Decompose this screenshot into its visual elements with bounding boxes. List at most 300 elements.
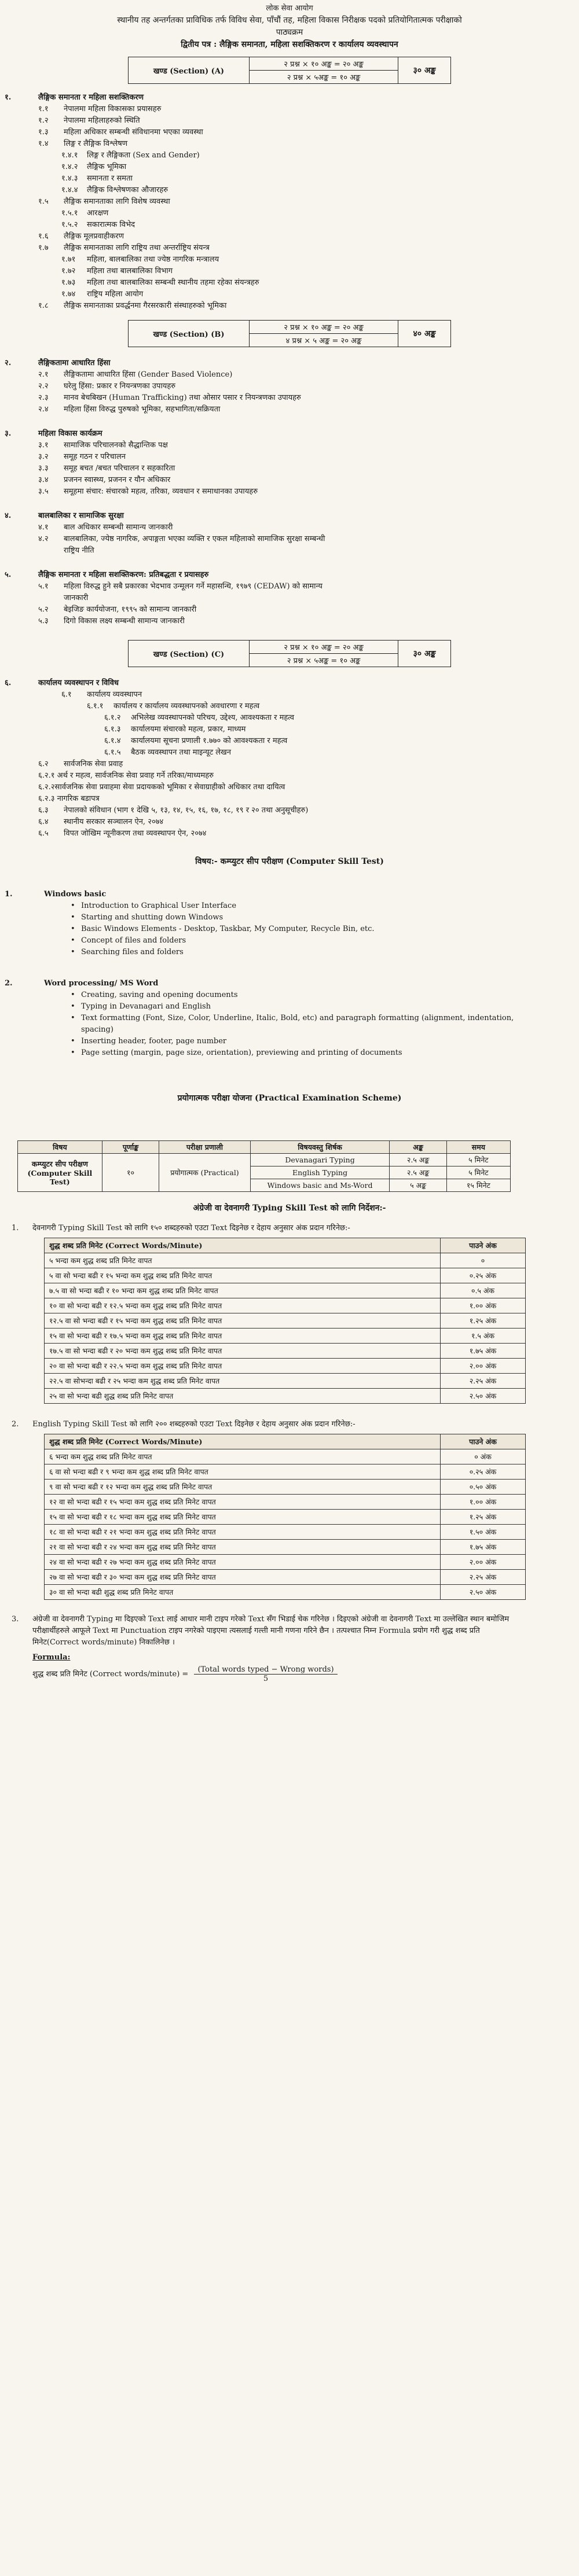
item-text: बालबालिका, ज्येष्ठ नागरिक, अपाङ्गता भएका व्यक्ति र एकल महिलाको सामाजिक सुरक्षा सम्बन्धी xyxy=(64,535,325,543)
item-number: ६.२ xyxy=(38,760,49,768)
col-topic: विषयवस्तु शिर्षक xyxy=(250,1141,390,1154)
item-text: राष्ट्रिय महिला आयोग xyxy=(87,290,144,299)
item-text: महिला अधिकार सम्बन्धी संविधानमा भएका व्यवस्था xyxy=(64,128,203,137)
item-text: जानकारी xyxy=(64,594,89,602)
section-b-box-wrap xyxy=(0,320,579,347)
item-number: २.३ xyxy=(38,393,49,402)
item-number: २.१ xyxy=(38,370,49,379)
topic-number: २. xyxy=(5,359,12,367)
item-number: ३.१ xyxy=(38,441,49,450)
table-row xyxy=(45,1555,526,1570)
practical-scheme-table xyxy=(17,1140,511,1192)
method-cell: प्रयोगात्मक (Practical) xyxy=(159,1154,251,1192)
item-text: समूह बचत /बचत परिचालन र सहकारिता xyxy=(64,464,175,473)
col-full-marks: पूर्णाङ्क xyxy=(102,1141,159,1154)
item-text: कार्यालयमा संचारको महत्व, प्रकार, माध्यम xyxy=(131,725,246,734)
table-row xyxy=(45,1313,526,1329)
instruction-2-num: 2. xyxy=(12,1420,19,1429)
list-item: • Concept of files and folders xyxy=(0,935,579,947)
header-words-per-minute: शुद्ध शब्द प्रति मिनेट (Correct Words/Minute) xyxy=(45,1434,441,1449)
item-number: ५.२ xyxy=(38,605,49,614)
list-item xyxy=(0,616,579,627)
list-item xyxy=(0,701,579,712)
list-item xyxy=(0,150,579,161)
list-item xyxy=(0,747,579,759)
criteria-cell: २५ वा सो भन्दा बढी शुद्ध शब्द प्रति मिनेट वापत xyxy=(45,1389,441,1404)
item-number: १.२ xyxy=(38,116,49,125)
header-words-per-minute: शुद्ध शब्द प्रति मिनेट (Correct Words/Minute) xyxy=(45,1238,441,1253)
item-text: लैङ्गिक समानताका प्रवर्द्धनमा गैरसरकारी संस्थाहरुको भूमिका xyxy=(64,301,227,310)
criteria-cell: ६ वा सो भन्दा बढी र ९ भन्दा कम शुद्ध शब्द प्रति मिनेट वापत xyxy=(45,1464,441,1480)
item-number: १.५ xyxy=(38,197,49,206)
list-item xyxy=(0,451,579,463)
table-row xyxy=(45,1359,526,1374)
list-item xyxy=(0,369,579,381)
item-number: ५.१ xyxy=(38,582,49,591)
topic-title: महिला विकास कार्यक्रम xyxy=(38,429,102,438)
formula-denominator: 5 xyxy=(263,1675,269,1683)
item-text: महिला हिंसा विरुद्ध पुरुषको भूमिका, सहभागिता/सक्रियता xyxy=(64,405,221,414)
list-item xyxy=(0,115,579,127)
item-number: १.७३ xyxy=(61,278,76,287)
criteria-cell: २२.५ वा सोभन्दा बढी र २५ भन्दा कम शुद्ध शब्द प्रति मिनेट वापत xyxy=(45,1374,441,1389)
table-row xyxy=(45,1480,526,1495)
list-item xyxy=(0,277,579,289)
criteria-cell: २७ वा सो भन्दा बढी र ३० भन्दा कम शुद्ध शब्द प्रति मिनेट वापत xyxy=(45,1570,441,1585)
marks-cell: २.५ अङ्क xyxy=(390,1166,446,1179)
criteria-cell: १२ वा सो भन्दा बढी र १५ भन्दा कम शुद्ध शब्द प्रति मिनेट वापत xyxy=(45,1495,441,1510)
item-text: नेपालको संविधान (भाग १ देखि ५, १३, १४, १५, १६, १७, १८, १९ र २० तथा अनुसूचीहरु) xyxy=(64,806,309,815)
document-header xyxy=(0,2,579,51)
marks-cell: १.५ अंक xyxy=(441,1329,526,1344)
item-number: ६.१.४ xyxy=(104,737,121,745)
item-text: समूहमा संचार: संचारको महत्व, तरिका, व्यवधान र समाधानका उपायहरु xyxy=(64,487,258,496)
list-item xyxy=(0,266,579,277)
list-item xyxy=(0,805,579,816)
formula-label: Formula: xyxy=(32,1653,71,1662)
marks-cell: १.०० अंक xyxy=(441,1298,526,1313)
list-item: • Text formatting (Font, Size, Color, Underline, Italic, Bold, etc) and paragraph formatting (alignment, indentation, spacing) xyxy=(0,1013,544,1036)
list-item: • Starting and shutting down Windows xyxy=(0,912,579,923)
list-item: • Creating, saving and opening documents xyxy=(0,989,544,1001)
col-time: समय xyxy=(446,1141,510,1154)
typing-instruction-1 xyxy=(0,1223,579,1234)
item-number: ६.५ xyxy=(38,829,49,838)
list-item: • Basic Windows Elements - Desktop, Taskbar, My Computer, Recycle Bin, etc. xyxy=(0,923,579,935)
marks-cell: २.५ अङ्क xyxy=(390,1154,446,1166)
item-number: ३.२ xyxy=(38,452,49,461)
item-text: समानता र समता xyxy=(87,174,133,183)
item-number: ६.१.२ xyxy=(104,713,121,722)
instruction-1-text: देवनागरी Typing Skill Test को लागि १५० शब्दहरुको एउटा Text दिइनेछ र देहाय अनुसार अंक प्रदान गरिनेछ:- xyxy=(32,1224,350,1232)
item-text: लैङ्गिक भूमिका xyxy=(87,163,127,171)
table-row xyxy=(45,1329,526,1344)
item-text: लैङ्गिकतामा आधारित हिंसा (Gender Based Violence) xyxy=(64,370,233,379)
item-number: १.७२ xyxy=(61,267,76,275)
item-text: विपत जोखिम न्यूनीकरण तथा व्यवस्थापन ऐन, २०७४ xyxy=(64,829,207,838)
marks-cell: १.०० अंक xyxy=(441,1495,526,1510)
topic-title: लैङ्गिक समानता र महिला सशक्तिकरण: प्रतिबद्धता र प्रयासहरु xyxy=(38,571,209,579)
topic-number: ४. xyxy=(5,511,12,520)
section-b-total: ४० अङ्क xyxy=(398,321,451,347)
time-cell: ५ मिनेट xyxy=(446,1166,510,1179)
table-row xyxy=(45,1283,526,1298)
topics-2-5 xyxy=(0,358,579,627)
item-number: ३.५ xyxy=(38,487,49,496)
criteria-cell: २० वा सो भन्दा बढी र २२.५ भन्दा कम शुद्ध शब्द प्रति मिनेट वापत xyxy=(45,1359,441,1374)
formula xyxy=(0,1665,579,1683)
criteria-cell: १५ वा सो भन्दा बढी र १७.५ भन्दा कम शुद्ध शब्द प्रति मिनेट वापत xyxy=(45,1329,441,1344)
windows-basic-title: Windows basic xyxy=(44,890,107,899)
item-text: लिङ्ग र लैङ्गिकता (Sex and Gender) xyxy=(87,151,200,160)
list-item xyxy=(0,522,579,533)
item-text: आरक्षण xyxy=(87,209,109,218)
instruction-3-text: अंग्रेजी वा देवनागरी Typing मा दिइएको Text लाई आधार मानी टाइप गरेको Text सँग भिडाई चेक गरिनेछ । दिइएको अंग्रेजी वा देवनागरी Text मा उल्लेखित स्थान बमोजिम परीक्षार्थीहरुले आफूले Text मा Punctuation टाइप नगरेको पाइएमा त्यसलाई गल्ती मानी गणना गरिने छैन । तत्पश्चात निम्न Formula प्रयोग गरी शुद्ध शब्द प्रति मिनेट(Correct words/minute) निकालिनेछ । xyxy=(32,1615,510,1647)
criteria-cell: ३० वा सो भन्दा बढी शुद्ध शब्द प्रति मिनेट वापत xyxy=(45,1585,441,1600)
devanagari-score-table xyxy=(44,1238,526,1404)
item-text: घरेलु हिंसा: प्रकार र नियन्त्रणका उपायहरु xyxy=(64,382,176,391)
marks-cell: २.२५ अंक xyxy=(441,1374,526,1389)
typing-instruction-3 xyxy=(0,1614,579,1648)
item-number: १.८ xyxy=(38,301,49,310)
typing-test-title: अंग्रेजी वा देवनागरी Typing Skill Test को लागि निर्देशन:- xyxy=(193,1204,386,1213)
list-item xyxy=(0,300,579,312)
col-subject: विषय xyxy=(18,1141,102,1154)
topic-2-heading xyxy=(0,358,579,369)
list-item xyxy=(0,474,579,486)
list-item xyxy=(0,404,579,415)
item-number: १.४.१ xyxy=(61,151,78,160)
item-text: ६.२.३ नागरिक बडापत्र xyxy=(38,794,100,803)
table-row xyxy=(45,1268,526,1283)
item-text: नेपालमा महिलाहरुको स्थिति xyxy=(64,116,140,125)
topic-cell: English Typing xyxy=(250,1166,390,1179)
paper-title: द्वितीय पत्र : लैङ्गिक समानता, महिला सशक्तिकरण र कार्यालय व्यवस्थापन xyxy=(181,40,398,49)
section-c-box xyxy=(128,640,451,667)
marks-cell: ०.२५ अंक xyxy=(441,1268,526,1283)
item-text: सामाजिक परिचालनको सैद्धान्तिक पक्ष xyxy=(64,441,168,450)
list-item: • Page setting (margin, page size, orientation), previewing and printing of documents xyxy=(0,1047,544,1059)
table-row xyxy=(45,1298,526,1313)
section-a-total: ३० अङ्क xyxy=(398,57,451,84)
topic-6-items xyxy=(0,689,579,840)
item-number: १.५.२ xyxy=(61,220,78,229)
item-text: लैङ्गिक समानताका लागि विशेष व्यवस्था xyxy=(64,197,170,206)
list-item xyxy=(0,604,579,616)
table-row xyxy=(45,1449,526,1464)
list-item xyxy=(0,208,579,219)
marks-cell: ० अंक xyxy=(441,1449,526,1464)
topic-cell: Windows basic and Ms-Word xyxy=(250,1179,390,1192)
topic-2-block xyxy=(0,358,579,415)
list-item xyxy=(0,196,579,208)
formula-fraction xyxy=(194,1665,337,1683)
item-number: ४.१ xyxy=(38,523,49,532)
list-item xyxy=(0,173,579,185)
item-text: ६.२.२सार्वजनिक सेवा प्रवाहमा सेवा प्रदायकको भूमिका र सेवाग्राहीको अधिकार तथा दायित्व xyxy=(38,783,285,792)
item-text: ६.२.१ अर्थ र महत्व, सार्वजनिक सेवा प्रवाह गर्ने तरिका/माध्यमहरु xyxy=(38,771,214,780)
table-row xyxy=(45,1510,526,1525)
list-item xyxy=(0,759,579,770)
word-block xyxy=(0,978,579,1059)
list-item: • Inserting header, footer, page number xyxy=(0,1036,544,1047)
instruction-2-text: English Typing Skill Test को लागि २०० शब्दहरुको एउटा Text दिइनेछ र देहाय अनुसार अंक प्रदान गरिनेछ:- xyxy=(32,1420,356,1429)
list-item xyxy=(0,138,579,150)
instruction-1-num: 1. xyxy=(12,1224,19,1232)
computer-skill-title: विषय:- कम्प्युटर सीप परीक्षण (Computer Skill Test) xyxy=(195,857,384,866)
topic-title: बालबालिका र सामाजिक सुरक्षा xyxy=(38,511,124,520)
section-c-total: ३० अङ्क xyxy=(398,641,451,667)
section-b-box xyxy=(128,320,451,347)
table-row xyxy=(45,1525,526,1540)
item-text: लैङ्गिक मूलप्रवाहीकरण xyxy=(64,232,124,241)
section-c-marks-2: २ प्रश्न × ५अङ्क = १० अङ्क xyxy=(250,654,398,667)
full-marks-cell: १० xyxy=(102,1154,159,1192)
table-row xyxy=(45,1374,526,1389)
word-num: 2. xyxy=(5,979,13,988)
word-heading xyxy=(0,978,579,989)
col-marks: अङ्क xyxy=(390,1141,446,1154)
instruction-3-num: 3. xyxy=(12,1615,19,1624)
formula-lhs: शुद्ध शब्द प्रति मिनेट (Correct words/minute) = xyxy=(32,1670,189,1679)
marks-cell: ०.५० अंक xyxy=(441,1480,526,1495)
list-item xyxy=(0,127,579,138)
item-text: लैङ्गिक समानताका लागि राष्ट्रिय तथा अन्तर्राष्ट्रिय संयन्त्र xyxy=(64,244,210,252)
list-item xyxy=(0,782,579,793)
item-text: नेपालमा महिला विकासका प्रयासहरु xyxy=(64,105,162,113)
list-item: • Introduction to Graphical User Interface xyxy=(0,900,579,912)
criteria-cell: १५ वा सो भन्दा बढी र १८ भन्दा कम शुद्ध शब्द प्रति मिनेट वापत xyxy=(45,1510,441,1525)
list-item xyxy=(0,724,579,735)
marks-cell: १.७५ अंक xyxy=(441,1540,526,1555)
list-item xyxy=(0,254,579,266)
criteria-cell: १७.५ वा सो भन्दा बढी र २० भन्दा कम शुद्ध शब्द प्रति मिनेट वापत xyxy=(45,1344,441,1359)
formula-numerator: (Total words typed − Wrong words) xyxy=(194,1665,337,1675)
criteria-cell: ५ भन्दा कम शुद्ध शब्द प्रति मिनेट वापत xyxy=(45,1253,441,1268)
marks-cell: २.०० अंक xyxy=(441,1555,526,1570)
list-item xyxy=(0,793,579,805)
list-item xyxy=(0,392,579,404)
table-row xyxy=(18,1154,511,1166)
practical-scheme-table-wrap xyxy=(0,1140,579,1192)
item-number: ३.३ xyxy=(38,464,49,473)
list-item xyxy=(0,735,579,747)
topic-1-heading xyxy=(0,92,579,104)
item-number: १.४.४ xyxy=(61,186,78,194)
item-number: १.७१ xyxy=(61,255,76,264)
table-row xyxy=(45,1344,526,1359)
marks-cell: २.०० अंक xyxy=(441,1359,526,1374)
marks-cell: ५ अङ्क xyxy=(390,1179,446,1192)
list-item xyxy=(0,533,579,545)
item-text: सार्वजनिक सेवा प्रवाह xyxy=(64,760,123,768)
topic-3-heading xyxy=(0,428,579,440)
topic-1 xyxy=(0,92,579,312)
marks-cell: ० xyxy=(441,1253,526,1268)
section-c-marks-1: २ प्रश्न × १० अङ्क = २० अङ्क xyxy=(250,641,398,654)
section-c-caption: खण्ड (Section) (C) xyxy=(129,641,250,667)
list-item xyxy=(0,689,579,701)
item-text: महिला तथा बालबालिका सम्बन्धी स्थानीय तहमा रहेका संयन्त्रहरु xyxy=(87,278,259,287)
item-number: १.६ xyxy=(38,232,49,241)
criteria-cell: १२.५ वा सो भन्दा बढी र १५ भन्दा कम शुद्ध शब्द प्रति मिनेट वापत xyxy=(45,1313,441,1329)
item-number: १.४.३ xyxy=(61,174,78,183)
topic-4-heading xyxy=(0,510,579,522)
section-a-marks-1: २ प्रश्न × १० अङ्क = २० अङ्क xyxy=(250,57,398,71)
item-number: ४.२ xyxy=(38,535,49,543)
criteria-cell: ५ वा सो भन्दा बढी र १५ भन्दा कम शुद्ध शब्द प्रति मिनेट वापत xyxy=(45,1268,441,1283)
list-item xyxy=(0,816,579,828)
item-number: १.४.२ xyxy=(61,163,78,171)
item-text: बेइजिङ कार्ययोजना, १९९५ को सामान्य जानकारी xyxy=(64,605,197,614)
table-header-row xyxy=(45,1238,526,1253)
practical-scheme-title: प्रयोगात्मक परीक्षा योजना (Practical Examination Scheme) xyxy=(177,1094,402,1103)
criteria-cell: २४ वा सो भन्दा बढी र २७ भन्दा कम शुद्ध शब्द प्रति मिनेट वापत xyxy=(45,1555,441,1570)
item-number: ६.३ xyxy=(38,806,49,815)
item-text: सकारात्मक विभेद xyxy=(87,220,135,229)
typing-instruction-2 xyxy=(0,1419,579,1430)
item-number: ६.१.५ xyxy=(104,748,121,757)
list-item xyxy=(0,381,579,392)
section-b-caption: खण्ड (Section) (B) xyxy=(129,321,250,347)
item-number: १.४ xyxy=(38,139,49,148)
word-title: Word processing/ MS Word xyxy=(44,979,159,988)
practical-scheme-header-row xyxy=(18,1141,511,1154)
table-row xyxy=(45,1570,526,1585)
exam-title: स्थानीय तह अन्तर्गतका प्राविधिक तर्फ विविध सेवा, पाँचौं तह, महिला विकास निरीक्षक पदको प्रतियोगितात्मक परीक्षाको xyxy=(117,16,462,25)
topic-6-title: कार्यालय व्यवस्थापन र विविध xyxy=(38,679,119,687)
criteria-cell: ७.५ वा सो भन्दा बढी र १० भन्दा कम शुद्ध शब्द प्रति मिनेट वापत xyxy=(45,1283,441,1298)
subject-cell: कम्प्युटर सीप परीक्षण (Computer Skill Test) xyxy=(18,1154,102,1192)
word-list xyxy=(0,989,579,1059)
marks-cell: ०.२५ अंक xyxy=(441,1464,526,1480)
list-item xyxy=(0,486,579,498)
col-method: परीक्षा प्रणाली xyxy=(159,1141,251,1154)
item-text: मानव बेचबिखन (Human Trafficking) तथा ओसार पसार र नियन्त्रणका उपायहरु xyxy=(64,393,301,402)
windows-basic-num: 1. xyxy=(5,890,13,899)
marks-cell: २.२५ अंक xyxy=(441,1570,526,1585)
item-number: ३.४ xyxy=(38,476,49,484)
time-cell: १५ मिनेट xyxy=(446,1179,510,1192)
item-text: बाल अधिकार सम्बन्धी सामान्य जानकारी xyxy=(64,523,173,532)
section-a-caption: खण्ड (Section) (A) xyxy=(129,57,250,84)
item-number: १.५.१ xyxy=(61,209,78,218)
marks-cell: १.२५ अंक xyxy=(441,1510,526,1525)
list-item xyxy=(0,463,579,474)
item-text: प्रजनन स्वास्थ्य, प्रजनन र यौन अधिकार xyxy=(64,476,171,484)
item-number: १.७ xyxy=(38,244,49,252)
list-item xyxy=(0,828,579,840)
item-number: १.३ xyxy=(38,128,49,137)
topic-4-block xyxy=(0,510,579,557)
topic-1-items xyxy=(0,104,579,312)
header-marks: पाउने अंक xyxy=(441,1434,526,1449)
commission-name: लोक सेवा आयोग xyxy=(266,4,313,13)
item-text: लिङ्ग र लैङ्गिक विश्लेषण xyxy=(64,139,128,148)
item-number: ६.१.३ xyxy=(104,725,121,734)
list-item xyxy=(0,440,579,451)
table-row xyxy=(45,1540,526,1555)
marks-cell: ०.५ अंक xyxy=(441,1283,526,1298)
criteria-cell: १० वा सो भन्दा बढी र १२.५ भन्दा कम शुद्ध शब्द प्रति मिनेट वापत xyxy=(45,1298,441,1313)
item-number: ५.३ xyxy=(38,617,49,625)
list-item xyxy=(0,770,579,782)
marks-cell: १.७५ अंक xyxy=(441,1344,526,1359)
item-text: राष्ट्रिय नीति xyxy=(64,546,94,555)
item-text: बैठक व्यवस्थापन तथा माइन्यूट लेखन xyxy=(131,748,231,757)
time-cell: ५ मिनेट xyxy=(446,1154,510,1166)
section-b-marks-1: २ प्रश्न × १० अङ्क = २० अङ्क xyxy=(250,321,398,334)
topic-6-num: ६. xyxy=(5,679,12,687)
topic-cell: Devanagari Typing xyxy=(250,1154,390,1166)
item-number: २.२ xyxy=(38,382,49,391)
item-text: लैङ्गिक विश्लेषणका औजारहरु xyxy=(87,186,168,194)
topic-6 xyxy=(0,678,579,840)
list-item xyxy=(0,161,579,173)
list-item: • Typing in Devanagari and English xyxy=(0,1001,544,1013)
table-row xyxy=(45,1495,526,1510)
criteria-cell: ९ वा सो भन्दा बढी र १२ भन्दा कम शुद्ध शब्द प्रति मिनेट वापत xyxy=(45,1480,441,1495)
item-number: १.१ xyxy=(38,105,49,113)
topic-5-block xyxy=(0,569,579,627)
list-item xyxy=(0,231,579,242)
windows-basic-block xyxy=(0,889,579,958)
list-item xyxy=(0,581,579,593)
item-number: २.४ xyxy=(38,405,49,414)
item-text: महिला, बालबालिका तथा ज्येष्ठ नागरिक मन्त्रालय xyxy=(87,255,219,264)
topic-6-heading xyxy=(0,678,579,689)
criteria-cell: ६ भन्दा कम शुद्ध शब्द प्रति मिनेट वापत xyxy=(45,1449,441,1464)
topic-5-heading xyxy=(0,569,579,581)
section-a-box-wrap xyxy=(0,57,579,84)
item-text: महिला विरुद्ध हुने सबै प्रकारका भेदभाव उन्मूलन गर्ने महासन्धि, १९७९ (CEDAW) को सामान्य xyxy=(64,582,323,591)
list-item xyxy=(0,242,579,254)
item-text: अभिलेख व्यवस्थापनको परिचय, उद्देश्य, आवश्यकता र महत्व xyxy=(131,713,294,722)
topic-number: ५. xyxy=(5,571,12,579)
item-number: ६.४ xyxy=(38,818,49,826)
marks-cell: १.२५ अंक xyxy=(441,1313,526,1329)
marks-cell: २.५० अंक xyxy=(441,1389,526,1404)
item-text: कार्यालय व्यवस्थापन xyxy=(87,690,142,699)
marks-cell: २.५० अंक xyxy=(441,1585,526,1600)
list-item xyxy=(0,712,579,724)
section-a-marks-2: २ प्रश्न × ५अङ्क = १० अङ्क xyxy=(250,71,398,84)
topic-number: ३. xyxy=(5,429,12,438)
header-marks: पाउने अंक xyxy=(441,1238,526,1253)
section-c-box-wrap xyxy=(0,640,579,667)
item-number: ६.१ xyxy=(61,690,72,699)
list-item: • Searching files and folders xyxy=(0,947,579,958)
english-score-table xyxy=(44,1434,526,1600)
criteria-cell: २१ वा सो भन्दा बढी र २४ भन्दा कम शुद्ध शब्द प्रति मिनेट वापत xyxy=(45,1540,441,1555)
list-item xyxy=(0,219,579,231)
topic-3-block xyxy=(0,428,579,498)
item-number: १.७४ xyxy=(61,290,76,299)
windows-basic-heading xyxy=(0,889,579,900)
item-text: समूह गठन र परिचालन xyxy=(64,452,126,461)
item-text: दिगो विकास लक्ष्य सम्बन्धी सामान्य जानकारी xyxy=(64,617,185,625)
topic-title: लैङ्गिकतामा आधारित हिंसा xyxy=(38,359,111,367)
topic-1-num: १. xyxy=(5,93,12,102)
section-a-box xyxy=(128,57,451,84)
criteria-cell: १८ वा सो भन्दा बढी र २१ भन्दा कम शुद्ध शब्द प्रति मिनेट वापत xyxy=(45,1525,441,1540)
list-item xyxy=(0,545,579,557)
windows-basic-list xyxy=(0,900,579,958)
list-item xyxy=(0,185,579,196)
list-item xyxy=(0,289,579,300)
topic-1-title: लैङ्गिक समानता र महिला सशक्तिकरण xyxy=(38,93,144,102)
list-item xyxy=(0,104,579,115)
